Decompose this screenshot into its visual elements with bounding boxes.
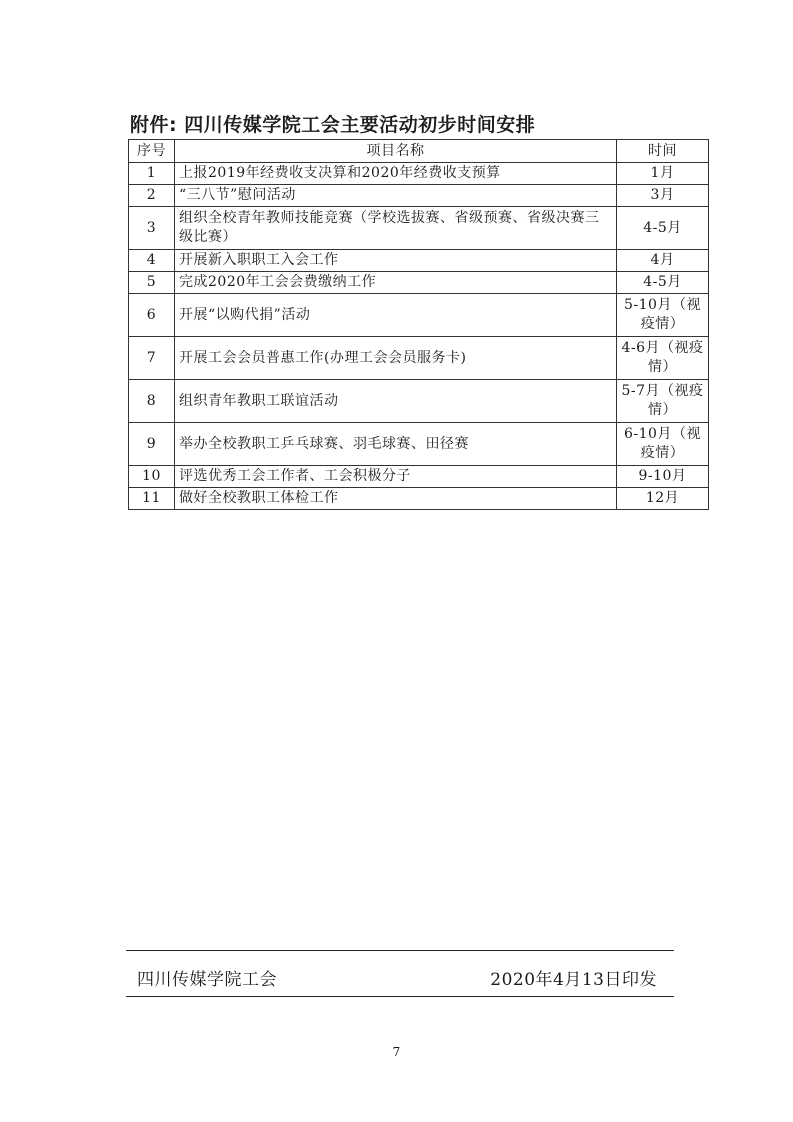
row-item-name: 做好全校教职工体检工作	[175, 488, 617, 510]
row-number: 3	[129, 207, 175, 250]
table-row	[129, 294, 709, 337]
row-number: 6	[129, 294, 175, 337]
row-item-name: 开展工会会员普惠工作(办理工会会员服务卡)	[175, 337, 617, 380]
row-number: 10	[129, 466, 175, 488]
table-row	[129, 185, 709, 207]
row-item-name: 评选优秀工会工作者、工会积极分子	[175, 466, 617, 488]
table-row	[129, 380, 709, 423]
row-time: 4-6月（视疫情）	[617, 337, 709, 380]
row-number: 9	[129, 423, 175, 466]
row-time: 4-5月	[617, 207, 709, 250]
row-item-name: 举办全校教职工乒乓球赛、羽毛球赛、田径赛	[175, 423, 617, 466]
header-cell-item-name: 项目名称	[175, 140, 617, 163]
row-item-name: 开展新入职职工入会工作	[175, 250, 617, 272]
row-number: 4	[129, 250, 175, 272]
row-time: 9-10月	[617, 466, 709, 488]
row-time: 5-7月（视疫情）	[617, 380, 709, 423]
footer-issue-date: 2020年4月13日印发	[490, 970, 657, 990]
row-time: 5-10月（视疫情）	[617, 294, 709, 337]
row-item-name: 组织全校青年教师技能竞赛（学校选拔赛、省级预赛、省级决赛三级比赛）	[175, 207, 617, 250]
row-time: 12月	[617, 488, 709, 510]
row-number: 7	[129, 337, 175, 380]
activity-schedule-table	[128, 139, 709, 510]
footer-bottom-rule	[126, 996, 674, 997]
row-item-name: 完成2020年工会会费缴纳工作	[175, 272, 617, 294]
table-row	[129, 466, 709, 488]
table-row	[129, 272, 709, 294]
row-number: 1	[129, 163, 175, 185]
row-number: 11	[129, 488, 175, 510]
row-time: 1月	[617, 163, 709, 185]
table-row	[129, 423, 709, 466]
table-row	[129, 163, 709, 185]
table-header-row	[129, 140, 709, 163]
footer-issuer: 四川传媒学院工会	[137, 970, 277, 990]
document-title: 附件: 四川传媒学院工会主要活动初步时间安排	[130, 114, 536, 136]
row-number: 2	[129, 185, 175, 207]
row-number: 5	[129, 272, 175, 294]
row-time: 3月	[617, 185, 709, 207]
table-row	[129, 337, 709, 380]
row-time: 4月	[617, 250, 709, 272]
row-time: 6-10月（视疫情）	[617, 423, 709, 466]
header-cell-time: 时间	[617, 140, 709, 163]
page-number: 7	[392, 1045, 401, 1059]
footer-top-rule	[126, 950, 674, 951]
row-number: 8	[129, 380, 175, 423]
row-time: 4-5月	[617, 272, 709, 294]
row-item-name: 上报2019年经费收支决算和2020年经费收支预算	[175, 163, 617, 185]
header-cell-number: 序号	[129, 140, 175, 163]
row-item-name: 开展“以购代捐”活动	[175, 294, 617, 337]
table-row	[129, 488, 709, 510]
row-item-name: 组织青年教职工联谊活动	[175, 380, 617, 423]
table-row	[129, 207, 709, 250]
table-row	[129, 250, 709, 272]
row-item-name: “三八节”慰问活动	[175, 185, 617, 207]
